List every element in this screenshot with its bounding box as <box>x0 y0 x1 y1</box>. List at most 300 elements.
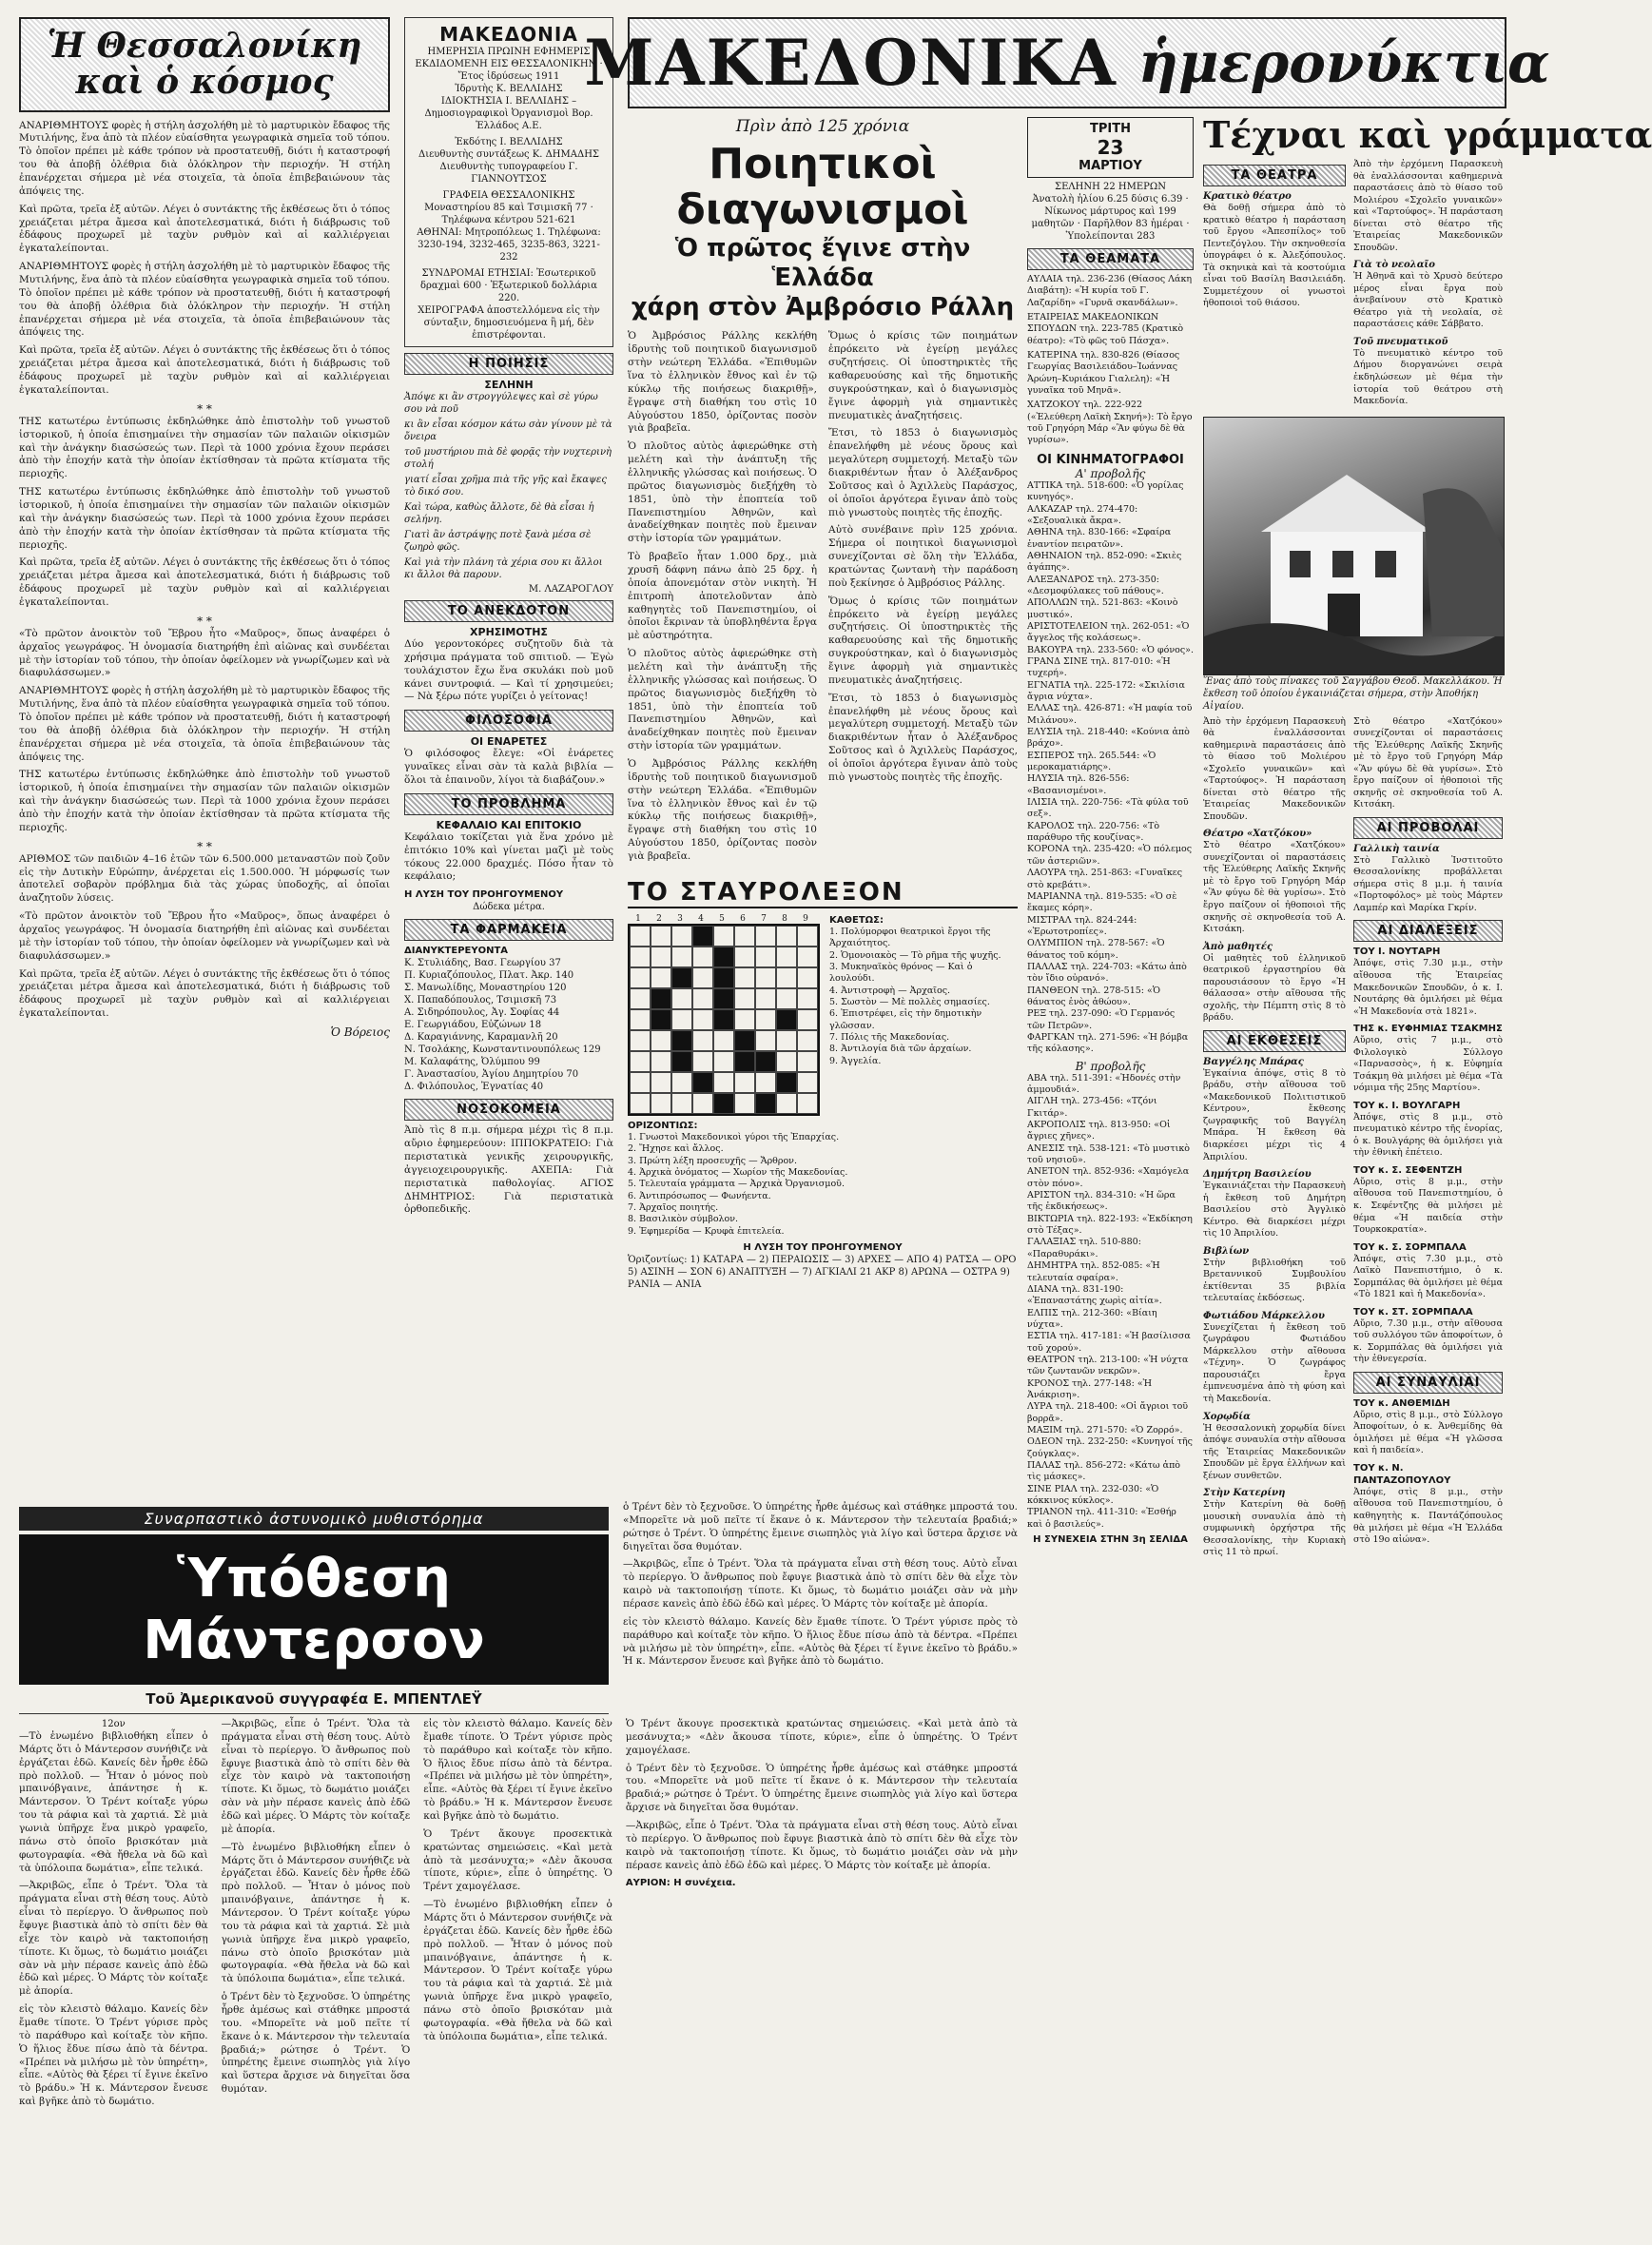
crossword-down-clue: 9. Ἀγγελία. <box>829 1055 882 1066</box>
crossword-cell[interactable] <box>776 926 797 947</box>
cinema-b-item: ΓΑΛΑΞΙΑΣ τηλ. 510-880: «Παραθυράκι». <box>1027 1237 1141 1259</box>
crossword-cell[interactable] <box>755 967 776 988</box>
serial-col-1b: —Ἀκριβῶς, εἶπε ὁ Τρέντ. Ὅλα τὰ πράγματα εἶναι στὴ θέση τους. Αὐτὸ εἶναι τὸ περίεργο. Ὁ ἄνθρωπος ποὺ ἔφυγε βιαστικὰ ἀπὸ τὸ σπίτι δὲν θὰ εἶχε τὸν καιρὸ νὰ τακτοποιήσῃ τίποτε. Κι ὅμως, τὸ δωμάτιο μοιάζει σὰν νὰ μὴν πέρασε κανεὶς ἀπὸ ἐδῶ ἐδῶ καὶ μέρες. Ὁ Μάρτς τὸν κοίταξε μὲ ἀπορία. <box>19 1880 208 1998</box>
lecture-list <box>1353 946 1503 1365</box>
thessaloniki-title-1: Ἡ Θεσσαλονίκη <box>47 26 362 66</box>
crossword-black-cell <box>713 988 734 1009</box>
painting-caption: Ἕνας ἀπὸ τοὺς πίνακες τοῦ Σαγγάβου Θεοδ. Μακελλάκου. Ἡ ἔκθεση τοῦ ὁποίου ἐγκαινιάζεται σήμερα, στὴν Ἀποθήκη Αἰγαίου. <box>1203 675 1503 712</box>
arts-sub-11: Φωτιάδου Μάρκελλου <box>1203 1310 1325 1321</box>
crossword-cell[interactable] <box>755 1009 776 1030</box>
makedonika-title-1: ΜΑΚΕΔΟΝΙΚΑ <box>584 26 1118 100</box>
crossword-cell[interactable] <box>651 1093 671 1114</box>
crossword-cell[interactable] <box>692 1009 713 1030</box>
crossword-cell[interactable] <box>713 1030 734 1051</box>
crossword-cell[interactable] <box>797 1030 818 1051</box>
cinema-item: ΑΡΙΣΤΟΤΕΛΕΙΟΝ τηλ. 262-051: «Ὁ ἄγγελος τῆς κολάσεως». <box>1027 620 1190 644</box>
crossword-black-cell <box>713 1009 734 1030</box>
painting-photo <box>1203 417 1505 675</box>
cinema-b-item: ΔΗΜΗΤΡΑ τηλ. 852-085: «Ἡ τελευταία σφαίρα». <box>1027 1260 1160 1283</box>
crossword-cell[interactable] <box>734 926 755 947</box>
crossword-cell[interactable] <box>734 988 755 1009</box>
crossword-down-list <box>829 927 1018 1067</box>
problem-text: Κεφάλαιο τοκίζεται γιὰ ἕνα χρόνο μὲ ἐπιτόκιο 10% καὶ γίνεται μαζὶ μὲ τοὺς τόκους 22.000 δραχμές. Πόσο ἦταν τὸ κεφάλαιο; <box>404 830 613 883</box>
cinema-item: ΑΛΕΞΑΝΔΡΟΣ τηλ. 273-350: «Δεσμοφύλακες τοῦ πάθους». <box>1027 574 1164 596</box>
crossword-cell[interactable] <box>755 926 776 947</box>
crossword-black-cell <box>692 926 713 947</box>
theater-list <box>1027 274 1194 447</box>
crossword-column-number: 7 <box>761 913 767 924</box>
article-body-1: Ὁ Ἀμβρόσιος Ράλλης κεκλήθη ἱδρυτὴς τοῦ ποιητικοῦ διαγωνισμοῦ στὴν νεώτερη Ἑλλάδα. «Ἐπιθυμῶν ἵνα τὸ ἑλληνικὸν ἔθνος καὶ ἐν τῷ κύκλῳ τῆς ποιήσεως διακριθῇ», ἔγραψε στὴ διαθήκη του στὶς 10 Αὐγούστου 1850, ὁρίζοντας ποσὸν γιὰ βραβεῖα. <box>628 330 817 435</box>
crossword-cell[interactable] <box>734 1009 755 1030</box>
cinema-b-item: ΛΥΡΑ τηλ. 218-400: «Οἱ ἄγριοι τοῦ βορρᾶ». <box>1027 1401 1189 1424</box>
crossword-cell[interactable] <box>671 947 692 967</box>
crossword-cell[interactable] <box>713 926 734 947</box>
arts-text-12: Ἡ θεσσαλονικὴ χορῳδία δίνει ἀπόψε συναυλία στὴν αἴθουσα τῆς Ἑταιρείας Μακεδονικῶν Σπουδῶν μὲ ἔργα ἑλλήνων καὶ ξένων συνθετῶν. <box>1203 1422 1346 1481</box>
makedonika-banner <box>584 17 1550 108</box>
crossword-down-clue: 6. Ἐπιστρέφει, εἰς τὴν δημοτικὴν γλῶσσαν. <box>829 1008 982 1031</box>
crossword-cell[interactable] <box>776 1093 797 1114</box>
poetry-header: Η ΠΟΙΗΣΙΣ <box>404 353 613 375</box>
thessaloniki-filler-2: Καὶ πρῶτα, τρεῖα ἐξ αὐτῶν. Λέγει ὁ συντάκτης τῆς ἐκθέσεως ὅτι ὁ τόπος χρειάζεται μέτρα ἄμεσα καὶ ἀποτελεσματικά, διότι ἡ διάβρωσις τοῦ ἐδάφους προχωρεῖ μὲ ταχὺν ρυθμὸν καὶ αἱ καλλιέργειαι ἐγκαταλείπονται. <box>19 344 390 396</box>
crossword-down-clue: 7. Πόλις τῆς Μακεδονίας. <box>829 1031 950 1043</box>
crossword-across-clue: 6. Ἀντιπρόσωπος — Φωνήεντα. <box>628 1190 771 1201</box>
poetry-line: Γιατὶ ἂν ἀστράψῃς ποτὲ ξανὰ μέσα σὲ ζωηρὸ φῶς. <box>404 530 592 553</box>
cinema-b-item: ΟΔΕΟΝ τηλ. 232-250: «Κυνηγοί τῆς ζούγκλας». <box>1027 1436 1193 1459</box>
lecture-text: Αὔριο, στὶς 7 μ.μ., στὸ Φιλολογικὸ Σύλλογο «Παρνασσὸς», ἡ κ. Εὐφημία Τσάκμη θὰ μιλήσει μὲ θέμα «Τὰ νόμιμα τῆς 25ης Μαρτίου». <box>1353 1035 1503 1094</box>
article-body-2b: Ὁ πλοῦτος αὐτὸς ἀφιερώθηκε στὴ μελέτη καὶ τὴν ἀνάπτυξη τῆς ἑλληνικῆς γλώσσας καὶ ποιήσεως. Ὁ πρῶτος διαγωνισμὸς διεξήχθη τὸ 1851, ὑπὸ τὴν ἐποπτεία τοῦ Πανεπιστημίου Ἀθηνῶν, καὶ ἀναδείχθηκαν ποιητὲς ποὺ ἔμειναν στὴν ἱστορία τῶν γραμμάτων. <box>628 648 817 752</box>
lecture-name: ΤΟΥ κ. Σ. ΣΕΦΕΝΤΖΗ <box>1353 1164 1463 1176</box>
theater-item: ΕΤΑΙΡΕΙΑΣ ΜΑΚΕΔΟΝΙΚΩΝ ΣΠΟΥΔΩΝ τηλ. 223-785 (Κρατικὸ θέατρο): «Τὸ φῶς τοῦ Πάσχα». <box>1027 312 1184 346</box>
arts-sub-8: Βαγγέλης Μπάρας <box>1203 1056 1304 1067</box>
cinema-item: ΑΤΤΙΚΑ τηλ. 518-600: «Ὁ γορίλας κυνηγός». <box>1027 479 1184 503</box>
pharmacy-item: Ν. Τσολάκης, Κωνσταντινουπόλεως 129 <box>404 1044 601 1056</box>
crossword-cell[interactable] <box>797 1072 818 1093</box>
pharmacy-item: Δ. Φιλόπουλος, Ἐγνατίας 40 <box>404 1082 544 1093</box>
thessaloniki-signature: Ὁ Βόρειος <box>330 1025 390 1040</box>
crossword-black-cell <box>713 1093 734 1114</box>
thessaloniki-filler-3: ΤΗΣ κατωτέρω ἐντύπωσις ἐκδηλώθηκε ἀπὸ ἐπιστολὴν τοῦ γνωστοῦ ἱστορικοῦ, ἡ ὁποία ἐπισημαίνει τὴν σημασίαν τῶν παλαιῶν οἰκισμῶν καὶ τὴν ἀνάγκην διασώσεώς των. Περὶ τὰ 1000 χρόνια ἔχουν περάσει ἀπὸ τὴν ἐποχήν κατὰ τὴν ὁποίαν ἐκτίσθησαν τὰ πρῶτα κτίσματα τῆς περιοχῆς. <box>19 486 390 551</box>
crossword-cell[interactable] <box>630 1093 651 1114</box>
masthead-subscription: ΣΥΝΔΡΟΜΑΙ ΕΤΗΣΙΑΙ: Ἐσωτερικοῦ δραχμαὶ 600 · Ἐξωτερικοῦ δολλάρια 220. <box>420 268 597 303</box>
crossword-cell[interactable] <box>797 1051 818 1072</box>
crossword-cell[interactable] <box>797 988 818 1009</box>
arts-text-6: Οἱ μαθητὲς τοῦ ἑλληνικοῦ θεατρικοῦ ἐργαστηρίου θὰ παρουσιάσουν τὸ ἔργο «Ἡ θάλασσα» στὴν αἴθουσα τῆς σχολῆς, τὴν Πέμπτη στὶς 8 τὸ βράδυ. <box>1203 952 1346 1024</box>
crossword-black-cell <box>776 1009 797 1030</box>
crossword-black-cell <box>713 967 734 988</box>
lecture-name: ΤΟΥ Ι. ΝΟΥΤΑΡΗ <box>1353 947 1441 958</box>
column-thessaloniki: Ἡ Θεσσαλονίκη καὶ ὁ κόσμος ΑΝΑΡΙΘΜΗΤΟΥΣ φορὲς ἡ στήλη ἀσχολήθη μὲ τὸ μαρτυρικὸν ἔδαφος τῆς Μυτιλήνης, ἕνα ἀπὸ τὰ πλέον εὐαίσθητα γεωγραφικὰ σημεῖα τοῦ τόπου. Τὸ ὁποῖον πρέπει μὲ κάθε τρόπον νὰ προστατευθῇ, διότι ἡ καταστροφή του θὰ ἀποβῇ ὀλέθρια διὰ ὁλόκληρον τὴν περιοχήν. Ἡ στήλη ἐπανέρχεται σήμερα μὲ νέα στοιχεῖα, τὰ ὁποῖα ἐπιβεβαιώνουν τὰς ἀπόψεις της. Καὶ πρῶτα, τρεῖα ἐξ αὐτῶν. Λέγει ὁ συντάκτης τῆς ἐκθέσεως ὅτι ὁ τόπος χρειάζεται μέτρα ἄμεσα καὶ ἀποτελεσματικά, διότι ἡ διάβρωσις τοῦ ἐδάφους προχωρεῖ μὲ ταχὺν ρυθμὸν καὶ αἱ καλλιέργειαι ἐγκαταλείπονται. ΑΝΑΡΙΘΜΗΤΟΥΣ φορὲς ἡ στήλη ἀσχολήθη μὲ τὸ μαρτυρικὸν ἔδαφος τῆς Μυτιλήνης, ἕνα ἀπὸ τὰ πλέον εὐαίσθητα γεωγραφικὰ σημεῖα τοῦ τόπου. Τὸ ὁποῖον πρέπει μὲ κάθε τρόπον νὰ προστατευθῇ, διότι ἡ καταστροφή του θὰ ἀποβῇ ὀλέθρια διὰ ὁλόκληρον τὴν περιοχήν. Ἡ στήλη ἐπανέρχεται σήμερα μὲ νέα στοιχεῖα, τὰ ὁποῖα ἐπιβεβαιώνουν τὰς ἀπόψεις της. Καὶ πρῶτα, τρεῖα ἐξ αὐτῶν. Λέγει ὁ συντάκτης τῆς ἐκθέσεως ὅτι ὁ τόπος χρειάζεται μέτρα ἄμεσα καὶ ἀποτελεσματικά, διότι ἡ διάβρωσις τοῦ ἐδάφους προχωρεῖ μὲ ταχὺν ρυθμὸν καὶ αἱ καλλιέργειαι ἐγκαταλείπονται. * * ΤΗΣ κατωτέρω ἐντύπωσις ἐκδηλώθηκε ἀπὸ ἐπιστολὴν τοῦ γνωστοῦ ἱστορικοῦ, ἡ ὁποία ἐπισημαίνει τὴν σημασίαν τῶν παλαιῶν οἰκισμῶν καὶ τὴν ἀνάγκην διασώσεώς των. Περὶ τὰ 1000 χρόνια ἔχουν περάσει ἀπὸ τὴν ἐποχήν κατὰ τὴν ὁποίαν ἐκτίσθησαν τὰ πρῶτα κτίσματα τῆς περιοχῆς. ΤΗΣ κατωτέρω ἐντύπωσις ἐκδηλώθηκε ἀπὸ ἐπιστολὴν τοῦ γνωστοῦ ἱστορικοῦ, ἡ ὁποία ἐπισημαίνει τὴν σημασίαν τῶν παλαιῶν οἰκισμῶν καὶ τὴν ἀνάγκην διασώσεώς των. Περὶ τὰ 1000 χρόνια ἔχουν περάσει ἀπὸ τὴν ἐποχήν κατὰ τὴν ὁποίαν ἐκτίσθησαν τὰ πρῶτα κτίσματα τῆς περιοχῆς. Καὶ πρῶτα, τρεῖα ἐξ αὐτῶν. Λέγει ὁ συντάκτης τῆς ἐκθέσεως ὅτι ὁ τόπος χρειάζεται μέτρα ἄμεσα καὶ ἀποτελεσματικά, διότι ἡ διάβρωσις τοῦ ἐδάφους προχωρεῖ μὲ ταχὺν ρυθμὸν καὶ αἱ καλλιέργειαι ἐγκαταλείπονται. * * «Τὸ πρῶτον ἀνοικτὸν τοῦ Ἔβρου ἦτο «Μαῦρος», ὅπως ἀναφέρει ὁ ἀρχαῖος γεωγράφος. Ἡ ὀνομασία διατηρήθη ἐπὶ αἰῶνας καὶ συνδέεται μὲ τὴν ἱστορίαν τοῦ τόπου, τὴν ὁποίαν ὀφείλομεν νὰ γνωρίζωμεν καὶ νὰ διαφυλάσσωμεν.» ΑΝΑΡΙΘΜΗΤΟΥΣ φορὲς ἡ στήλη ἀσχολήθη μὲ τὸ μαρτυρικὸν ἔδαφος τῆς Μυτιλήνης, ἕνα ἀπὸ τὰ πλέον εὐαίσθητα γεωγραφικὰ σημεῖα τοῦ τόπου. Τὸ ὁποῖον πρέπει μὲ κάθε τρόπον νὰ προστατευθῇ, διότι ἡ καταστροφή του θὰ ἀποβῇ ὀλέθρια διὰ ὁλόκληρον τὴν περιοχήν. Ἡ στήλη ἐπανέρχεται σήμερα μὲ νέα στοιχεῖα, τὰ ὁποῖα ἐπιβεβαιώνουν τὰς ἀπόψεις της. ΤΗΣ κατωτέρω ἐντύπωσις ἐκδηλώθηκε ἀπὸ ἐπιστολὴν τοῦ γνωστοῦ ἱστορικοῦ, ἡ ὁποία ἐπισημαίνει τὴν σημασίαν τῶν παλαιῶν οἰκισμῶν καὶ τὴν ἀνάγκην διασώσεώς των. Περὶ τὰ 1000 χρόνια ἔχουν περάσει ἀπὸ τὴν ἐποχήν κατὰ τὴν ὁποίαν ἐκτίσθησαν τὰ πρῶτα κτίσματα τῆς περιοχῆς. * * ΑΡΙΘΜΟΣ τῶν παιδιῶν 4–16 ἐτῶν τῶν 6.500.000 μεταναστῶν ποὺ ζοῦν εἰς τὴν Δυτικὴν Εὐρώπην, ἀνέρχεται εἰς 1.500.000. Ἡ μόρφωσίς των ἀποτελεῖ σοβαρὸν πρόβλημα διὰ τὰς χώρας ὑποδοχῆς, αἱ ὁποῖαι ἀναζητοῦν λύσεις. «Τὸ πρῶτον ἀνοικτὸν τοῦ Ἔβρου ἦτο «Μαῦρος», ὅπως ἀναφέρει ὁ ἀρχαῖος γεωγράφος. Ἡ ὀνομασία διατηρήθη ἐπὶ αἰῶνας καὶ συνδέεται μὲ τὴν ἱστορίαν τοῦ τόπου, τὴν ὁποίαν ὀφείλομεν νὰ γνωρίζωμεν καὶ νὰ διαφυλάσσωμεν.» Καὶ πρῶτα, τρεῖα ἐξ αὐτῶν. Λέγει ὁ συντάκτης τῆς ἐκθέσεως ὅτι ὁ τόπος χρειάζεται μέτρα ἄμεσα καὶ ἀποτελεσματικά, διότι ἡ διάβρωσις τοῦ ἐδάφους προχωρεῖ μὲ ταχὺν ρυθμὸν καὶ αἱ καλλιέργειαι ἐγκαταλείπονται. Ὁ Βόρειος <box>19 17 390 1039</box>
pharmacies-intro: ΔΙΑΝΥΚΤΕΡΕΥΟΝΤΑ <box>404 946 509 957</box>
cinema-b-item: ΣΙΝΕ ΡΙΑΛ τηλ. 232-030: «Ὁ κόκκινος κύκλος». <box>1027 1483 1159 1507</box>
masthead-director: Διευθυντὴς συντάξεως Κ. ΔΗΜΑΔΗΣ <box>418 149 600 160</box>
cinema-item: ΠΑΝΘΕΟΝ τηλ. 278-515: «Ὁ θάνατος ἑνὸς ἀθώου». <box>1027 985 1160 1007</box>
cinema-b-item: ΠΑΛΑΣ τηλ. 856-272: «Κάτω ἀπὸ τὶς μάσκες». <box>1027 1460 1181 1483</box>
makedonika-title-2: ἡμερονύκτια <box>1137 30 1550 95</box>
crossword-cell[interactable] <box>651 1030 671 1051</box>
crossword-down-clue: 2. Ὁμονοιακὸς — Τὸ ρῆμα τῆς ψυχῆς. <box>829 949 1001 961</box>
pharmacy-item: Κ. Στυλιάδης, Βασ. Γεωργίου 37 <box>404 958 561 969</box>
cinema-b-item: ΑΚΡΟΠΟΛΙΣ τηλ. 813-950: «Οἱ ἄγριες χῆνες». <box>1027 1120 1171 1142</box>
crossword-column-number: 2 <box>656 913 662 924</box>
arts-text-7: Στὸ Γαλλικὸ Ἰνστιτοῦτο Θεσσαλονίκης προβάλλεται σήμερα στὶς 8 μ.μ. ἡ ταινία «Πορτοφόλος» μὲ τοὺς Μάρτεν Λαμπέρ καὶ Μαρίκα Γκρίν. <box>1353 854 1503 913</box>
thessaloniki-para-4: «Τὸ πρῶτον ἀνοικτὸν τοῦ Ἔβρου ἦτο «Μαῦρος», ὅπως ἀναφέρει ὁ ἀρχαῖος γεωγράφος. Ἡ ὀνομασία διατηρήθη ἐπὶ αἰῶνας καὶ συνδέεται μὲ τὴν ἱστορίαν τοῦ τόπου, τὴν ὁποίαν ὀφείλομεν νὰ γνωρίζωμεν καὶ νὰ διαφυλάσσωμεν.» <box>19 627 390 679</box>
cinema-b-item: ΔΙΑΝΑ τηλ. 831-190: «Ἐπαναστάτης χωρὶς αἰτία». <box>1027 1283 1162 1307</box>
thessaloniki-filler-8: Καὶ πρῶτα, τρεῖα ἐξ αὐτῶν. Λέγει ὁ συντάκτης τῆς ἐκθέσεως ὅτι ὁ τόπος χρειάζεται μέτρα ἄμεσα καὶ ἀποτελεσματικά, διότι ἡ διάβρωσις τοῦ ἐδάφους προχωρεῖ μὲ ταχὺν ρυθμὸν καὶ αἱ καλλιέργειαι ἐγκαταλείπονται. <box>19 967 390 1020</box>
theater-item: ΚΑΤΕΡΙΝΑ τηλ. 830-826 (Θίασος Γεωργίας Βασιλειάδου–Ἰωάννας Ἀρώνη–Κυριάκου Γιαλελη): «Ἡ γυναῖκα τοῦ Μηνᾶ». <box>1027 350 1180 397</box>
poetry-line: Καὶ γιὰ τὴν πλάνη τὰ χέρια σου κι ἄλλοι κι ἄλλοι θὰ παρουν. <box>404 557 603 580</box>
crossword-black-cell <box>755 1093 776 1114</box>
crossword-cell[interactable] <box>776 967 797 988</box>
crossword-cell[interactable] <box>776 1051 797 1072</box>
cinema-item: ΟΛΥΜΠΙΟΝ τηλ. 278-567: «Ὁ θάνατος τοῦ κόμη». <box>1027 938 1165 961</box>
pharmacy-item: Α. Σιδηρόπουλος, Ἀγ. Σοφίας 44 <box>404 1007 560 1019</box>
poetry-line: κι ἂν εἶσαι κόσμον κάτω σὰν γίνουν μὲ τὰ ὄνειρα <box>404 420 612 442</box>
article-body-1b: Ὁ Ἀμβρόσιος Ράλλης κεκλήθη ἱδρυτὴς τοῦ ποιητικοῦ διαγωνισμοῦ στὴν νεώτερη Ἑλλάδα. «Ἐπιθυμῶν ἵνα τὸ ἑλληνικὸν ἔθνος καὶ ἐν τῷ κύκλῳ τῆς ποιήσεως διακριθῇ», ἔγραψε στὴ διαθήκη του στὶς 10 Αὐγούστου 1850, ὁρίζοντας ποσὸν γιὰ βραβεῖα. <box>628 757 817 862</box>
cinema-b-item: ΑΒΑ τηλ. 511-391: «Ἠδονές στὴν ἀμμουδιά». <box>1027 1072 1181 1095</box>
crossword-black-cell <box>671 1051 692 1072</box>
serial-col-5: Ὁ Τρέντ ἄκουγε προσεκτικὰ κρατώντας σημειώσεις. «Καὶ μετὰ ἀπὸ τὰ μεσάνυχτα;» «Δὲν ἄκουσα τίποτε, κύριε», εἶπε ὁ ὑπηρέτης. Ὁ Τρέντ χαμογέλασε. <box>625 1718 1019 1756</box>
poetry-title: ΣΕΛΗΝΗ <box>484 379 534 391</box>
serial-col-4c: εἰς τὸν κλειστὸ θάλαμο. Κανείς δὲν ἔμαθε τίποτε. Ὁ Τρέντ γύρισε πρὸς τὸ παράθυρο καὶ κοίταξε τὸν κῆπο. Ὁ ἥλιος ἔδυε πίσω ἀπὸ τὰ δέντρα. «Πρέπει νὰ μιλήσω μὲ τὸν ὑπηρέτη», εἶπε. «Αὐτὸς θὰ ξέρει τί ἔγινε ἐκεῖνο τὸ βράδυ.» Ἡ κ. Μάντερσον ἔνευσε καὶ βγῆκε ἀπὸ τὸ δωμάτιο. <box>623 1615 1018 1668</box>
crossword-down-clue: 5. Σωστὸν — Μὲ πολλὲς σημασίες. <box>829 996 990 1007</box>
crossword-black-cell <box>713 947 734 967</box>
serial-col-3b: Ὁ Τρέντ ἄκουγε προσεκτικὰ κρατώντας σημειώσεις. «Καὶ μετὰ ἀπὸ τὰ μεσάνυχτα;» «Δὲν ἄκουσα τίποτε, κύριε», εἶπε ὁ ὑπηρέτης. Ὁ Τρέντ χαμογέλασε. <box>423 1827 612 1893</box>
article-body-6: Αὐτὸ συνέβαινε πρὶν 125 χρόνια. Σήμερα οἱ ποιητικοὶ διαγωνισμοὶ συνεχίζονται σὲ ὅλη τὴν Ἑλλάδα, κρατώντας ζωντανὴ τὴν παράδοση ποὺ ξεκίνησε ὁ Ἀμβρόσιος Ράλλης. <box>828 524 1018 589</box>
spectacles-header: ΤΑ ΘΕΑΜΑΤΑ <box>1027 248 1194 270</box>
crossword-cell[interactable] <box>692 1093 713 1114</box>
crossword-cell[interactable] <box>755 947 776 967</box>
arts-text-8: Ἐγκαίνια ἀπόψε, στὶς 8 τὸ βράδυ, στὴν αἴθουσα τοῦ «Μακεδονικοῦ Πολιτιστικοῦ Κέντρου», ἔκθεσης ζωγραφικῆς τοῦ Βαγγέλη Μπάρα. Ἡ ἔκθεση θὰ διαρκέσει μέχρι τὶς 4 Ἀπριλίου. <box>1203 1067 1346 1162</box>
serial-kicker: Συναρπαστικὸ ἀστυνομικὸ μυθιστόρημα <box>19 1507 609 1531</box>
crossword-cell[interactable] <box>797 967 818 988</box>
crossword-across-list <box>628 1132 1018 1238</box>
crossword-cell[interactable] <box>734 1072 755 1093</box>
last-lecture-text: Αὔριο, στὶς 8 μ.μ., στὸ Σύλλογο Ἀποφοίτων, ὁ κ. Ἀνθεμίδης θὰ ὁμιλήσει μὲ θέμα «Ἡ γλῶσσα καὶ ἡ παιδεία». <box>1353 1409 1503 1456</box>
crossword-cell[interactable] <box>797 926 818 947</box>
crossword-cell[interactable] <box>776 947 797 967</box>
crossword-black-cell <box>671 967 692 988</box>
crossword-cell[interactable] <box>692 988 713 1009</box>
date-details: Ἀνατολὴ ἡλίου 6.25 δύσις 6.39 · Νίκωνος μάρτυρος καὶ 199 μαθητῶν · Παρῆλθον 83 ἡμέραι · Ὑπολείπονται 283 <box>1031 194 1190 242</box>
crossword-cell[interactable] <box>651 1051 671 1072</box>
crossword-across-clue: 9. Ἐφημερίδα — Κρυφὰ ἐπιτελεία. <box>628 1225 785 1237</box>
arts-text-4: Ἀπὸ τὴν ἐρχόμενη Παρασκευὴ θὰ ἐναλλάσσονται καθημερινὰ παραστάσεις ἀπὸ τὸ θίασο τοῦ Μολιέρου «Σχολεῖο γυναικῶν» καὶ «Ταρτούφος». Ἡ παράσταση δίνεται στὸ θέατρο τῆς Ἑταιρείας Μακεδονικῶν Σπουδῶν. <box>1203 715 1346 822</box>
hospitals-text: Ἀπὸ τὶς 8 π.μ. σήμερα μέχρι τὶς 8 π.μ. αὔριο ἐφημερεύουν: ΙΠΠΟΚΡΑΤΕΙΟ: Γιὰ περιστατικὰ γενικῆς χειρουργικῆς, ἀγγειοχειρουργικῆς. ΑΧΕΠΑ: Γιὰ περιστατικὰ παθολογίας. ΑΓΙΟΣ ΔΗΜΗΤΡΙΟΣ: Γιὰ περιστατικὰ ὀρθοπεδικῆς. <box>404 1124 613 1216</box>
crossword-cell[interactable] <box>755 988 776 1009</box>
crossword-cell[interactable] <box>630 1051 651 1072</box>
serial-col-4b: —Ἀκριβῶς, εἶπε ὁ Τρέντ. Ὅλα τὰ πράγματα εἶναι στὴ θέση τους. Αὐτὸ εἶναι τὸ περίεργο. Ὁ ἄνθρωπος ποὺ ἔφυγε βιαστικὰ ἀπὸ τὸ σπίτι δὲν θὰ εἶχε τὸν καιρὸ νὰ τακτοποιήσῃ τίποτε. Κι ὅμως, τὸ δωμάτιο μοιάζει σὰν νὰ μὴν πέρασε κανεὶς ἀπὸ ἐδῶ ἐδῶ καὶ μέρες. Ὁ Μάρτς τὸν κοίταξε μὲ ἀπορία. <box>623 1558 1018 1611</box>
crossword-cell[interactable] <box>797 947 818 967</box>
thessaloniki-title-2: καὶ ὁ κόσμος <box>75 61 334 102</box>
arts-sub-7: Γαλλικὴ ταινία <box>1353 843 1440 854</box>
column-arts <box>1203 113 1652 1564</box>
serial-title: Ὑπόθεση Μάντερσον <box>143 1548 485 1671</box>
arts-exhibitions-header: ΑΙ ΕΚΘΕΣΕΙΣ <box>1203 1030 1346 1052</box>
cinemas-sub: Α' προβολῆς <box>1075 466 1146 480</box>
theater-item: ΑΥΛΑΙΑ τηλ. 236-236 (Θίασος Λάκη Διαβάτη): «Ἡ κυρία τοῦ Γ. Λαζαρίδη» «Γυρνᾶ σκανδάλων». <box>1027 274 1193 308</box>
cinema-item: ΗΛΥΣΙΑ τηλ. 826-556: «Βασανισμένοι». <box>1027 773 1130 796</box>
cinema-item: ΑΛΚΑΖΑΡ τηλ. 274-470: «Σεξουαλικὰ ἄκρα». <box>1027 503 1138 526</box>
serial-right-top <box>623 1501 1018 1673</box>
crossword-column-number: 4 <box>698 913 704 924</box>
final-lecture-name: ΤΟΥ κ. Ν. ΠΑΝΤΑΖΟΠΟΥΛΟΥ <box>1353 1462 1451 1486</box>
crossword-down-clue: 1. Πολύμορφοι θεατρικοὶ ἔργοι τῆς Ἀρχαιότητος. <box>829 926 991 949</box>
date-number: 23 <box>1097 136 1124 159</box>
column-spectacles <box>1027 117 1194 1545</box>
article-kicker: Πρὶν ἀπὸ 125 χρόνια <box>735 117 910 136</box>
crossword-cell[interactable] <box>671 988 692 1009</box>
crossword-header: ΤΟ ΣΤΑΥΡΟΛΕΞΟΝ <box>628 878 1018 908</box>
masthead-founded: ΗΜΕΡΗΣΙΑ ΠΡΩΙΝΗ ΕΦΗΜΕΡΙΣ ΕΚΔΙΔΟΜΕΝΗ ΕΙΣ ΘΕΣΣΑΛΟΝΙΚΗΝ · Ἔτος ἱδρύσεως 1911 <box>415 47 603 82</box>
pharmacy-item: Δ. Καραγιάννης, Καραμανλῆ 20 <box>404 1032 558 1044</box>
crossword-black-cell <box>651 1009 671 1030</box>
arts-sub-12: Χορῳδία <box>1203 1411 1251 1422</box>
crossword-across-clue: 5. Τελευταία γράμματα — Ἀρχικὰ Ὀργανισμοῦ. <box>628 1179 845 1190</box>
crossword-column-number: 9 <box>803 913 808 924</box>
cinema-b-item: ΒΙΚΤΩΡΙΑ τηλ. 822-193: «Ἐκδίκηση στὸ Τέξας». <box>1027 1213 1193 1237</box>
article-body-4b: Ὅμως ὁ κρίσις τῶν ποιημάτων ἐπρόκειτο νὰ ἐγείρῃ μεγάλες συζητήσεις. Οἱ ὑποστηρικτὲς τῆς καθαρευούσης καὶ τῆς δημοτικῆς συγκρούστηκαν, καὶ ὁ διαγωνισμὸς ἔγινε ἀφορμὴ γιὰ σημαντικὲς πνευματικὲς ἀναζητήσεις. <box>828 595 1018 686</box>
pharmacy-item: Σ. Μανωλίδης, Μοναστηρίου 120 <box>404 983 567 994</box>
cinema-b-item: ΑΝΕΣΙΣ τηλ. 538-121: «Τὸ μυστικὸ τοῦ νησιοῦ». <box>1027 1142 1190 1166</box>
serial-section <box>19 1501 1018 2114</box>
crossword-cell[interactable] <box>671 1009 692 1030</box>
column-info <box>404 17 613 1221</box>
crossword-cell[interactable] <box>651 1072 671 1093</box>
cinema-list <box>1027 480 1194 1056</box>
cinema-item: ΑΘΗΝΑΙΟΝ τηλ. 852-090: «Σκιὲς ἀγάπης». <box>1027 550 1182 574</box>
cinema-b-list <box>1027 1073 1194 1531</box>
masthead-offices: ΓΡΑΦΕΙΑ ΘΕΣΣΑΛΟΝΙΚΗΣ Μοναστηρίου 85 καὶ Τσιμισκῆ 77 · Τηλέφωνα κέντρου 521-621 <box>424 190 593 225</box>
crossword-black-cell <box>755 1051 776 1072</box>
arts-text-11: Συνεχίζεται ἡ ἔκθεση τοῦ ζωγράφου Φωτιάδου Μάρκελλου στὴν αἴθουσα «Τέχνη». Ὁ ζωγράφος παρουσιάζει ἔργα ἐμπνευσμένα ἀπὸ τὴ φύση καὶ τὴ Μακεδονία. <box>1203 1321 1346 1404</box>
masthead-athens: ΑΘΗΝΑΙ: Μητροπόλεως 1. Τηλέφωνα: 3230-194, 3232-465, 3235-863, 3221-232 <box>417 227 601 263</box>
crossword-cell[interactable] <box>651 947 671 967</box>
masthead-logo: ΜΑΚΕΔΟΝΙΑ <box>439 23 578 46</box>
hospitals-header: ΝΟΣΟΚΟΜΕΙΑ <box>404 1099 613 1121</box>
crossword-black-cell <box>651 988 671 1009</box>
crossword-cell[interactable] <box>692 1051 713 1072</box>
lecture-text: Ἀπόψε, στὶς 8 μ.μ., στὸ πνευματικὸ κέντρο τῆς ἐνορίας, ὁ κ. Βουλγάρης θὰ ὁμιλήσει γιὰ τὴν ἐθνικὴ ἐπέτειο. <box>1353 1111 1503 1159</box>
arts-text-5: Στὸ θέατρο «Χατζόκου» συνεχίζονται οἱ παραστάσεις τῆς Ἐλεύθερης Λαϊκῆς Σκηνῆς μὲ τὸ ἔργο τοῦ Γρηγόρη Μάρ «Ἂν φύγω δὲ θὰ γυρίσω». Στὸ ἔργο παίζουν οἱ ἠθοποιοὶ τῆς σκηνῆς σὲ σκηνοθεσία τοῦ Α. Κιτσάκη. <box>1203 840 1346 935</box>
arts-theaters-header: ΤΑ ΘΕΑΤΡΑ <box>1203 165 1346 186</box>
philosophy-title: ΟΙ ΕΝΑΡΕΤΕΣ <box>470 735 548 749</box>
crossword-column-number: 1 <box>635 913 641 924</box>
crossword-down-clue: 8. Ἀντιλογία διὰ τῶν ἀρχαίων. <box>829 1044 972 1055</box>
crossword-grid[interactable] <box>628 924 820 1116</box>
cinemas-b-header: Β' προβολῆς <box>1075 1059 1146 1073</box>
serial-col-2c: ὁ Τρέντ δὲν τὸ ξεχνοῦσε. Ὁ ὑπηρέτης ἦρθε ἀμέσως καὶ στάθηκε μπροστά του. «Μπορεῖτε νὰ μοῦ πεῖτε τί ἔκανε ὁ κ. Μάντερσον τὴν τελευταία βραδιά;» ρώτησε ὁ Τρέντ. Ὁ ὑπηρέτης ἔμεινε σιωπηλὸς γιὰ λίγο καὶ ὕστερα ἄρχισε νὰ διηγεῖται ὅσα θυμόταν. <box>221 1991 411 2096</box>
thessaloniki-filler-7: «Τὸ πρῶτον ἀνοικτὸν τοῦ Ἔβρου ἦτο «Μαῦρος», ὅπως ἀναφέρει ὁ ἀρχαῖος γεωγράφος. Ἡ ὀνομασία διατηρήθη ἐπὶ αἰῶνας καὶ συνδέεται μὲ τὴν ἱστορίαν τοῦ τόπου, τὴν ὁποίαν ὀφείλομεν νὰ γνωρίζωμεν καὶ νὰ διαφυλάσσωμεν.» <box>19 910 390 962</box>
poetry-line: Ἀπόψε κι ἂν στρογγύλεψες καὶ σὲ γύρω σου νὰ ποῦ <box>404 392 598 415</box>
article-subhead-2: χάρη στὸν Ἀμβρόσιο Ράλλη <box>631 293 1015 322</box>
philosophy-header: ΦΙΛΟΣΟΦΙΑ <box>404 710 613 732</box>
article-subhead-1: Ὁ πρῶτος ἔγινε στὴν Ἑλλάδα <box>674 233 971 292</box>
crossword-cell[interactable] <box>713 1051 734 1072</box>
poetry-author: Μ. ΛΑΖΑΡΟΓΛΟΥ <box>528 584 613 595</box>
lecture-name: ΤΟΥ κ. Σ. ΣΟΡΜΠΑΛΑ <box>1353 1241 1467 1253</box>
crossword-across-label: ΟΡΙΖΟΝΤΙΩΣ: <box>628 1120 698 1131</box>
crossword-cell[interactable] <box>630 1072 651 1093</box>
cinema-b-item: ΜΑΞΙΜ τηλ. 271-570: «Ὁ Ζορρό». <box>1027 1424 1183 1435</box>
crossword-cell[interactable] <box>630 947 651 967</box>
serial-col-4: ὁ Τρέντ δὲν τὸ ξεχνοῦσε. Ὁ ὑπηρέτης ἦρθε ἀμέσως καὶ στάθηκε μπροστά του. «Μπορεῖτε νὰ μοῦ πεῖτε τί ἔκανε ὁ κ. Μάντερσον τὴν τελευταία βραδιά;» ρώτησε ὁ Τρέντ. Ὁ ὑπηρέτης ἔμεινε σιωπηλὸς γιὰ λίγο καὶ ὕστερα ἄρχισε νὰ διηγεῖται ὅσα θυμόταν. <box>623 1501 1018 1552</box>
crossword-section <box>628 878 1018 1291</box>
spectacles-continued: Η ΣΥΝΕΧΕΙΑ ΣΤΗΝ 3η ΣΕΛΙΔΑ <box>1033 1534 1188 1546</box>
crossword-across-clue: 1. Γνωστοὶ Μακεδονικοὶ γύροι τῆς Ἐπαρχίας. <box>628 1131 840 1142</box>
crossword-cell[interactable] <box>692 1030 713 1051</box>
arts-text-1b: Ἀπὸ τὴν ἐρχόμενη Παρασκευὴ θὰ ἐναλλάσσονται καθημερινὰ παραστάσεις ἀπὸ τὸ θίασο τοῦ Μολιέρου «Σχολεῖο γυναικῶν» καὶ «Ταρτούφος». Ἡ παράσταση δίνεται στὸ θέατρο τῆς Ἑταιρείας Μακεδονικῶν Σπουδῶν. <box>1353 159 1503 253</box>
cinema-item: ΠΑΛΛΑΣ τηλ. 224-703: «Κάτω ἀπὸ τὸν ἴδιο οὐρανό». <box>1027 961 1187 985</box>
arts-gatherings-header: ΑΙ ΣΥΝΑΥΛΙΑΙ <box>1353 1372 1503 1394</box>
arts-premieres-header: ΑΙ ΠΡΟΒΟΛΑΙ <box>1353 817 1503 839</box>
masthead-notice: ΧΕΙΡΟΓΡΑΦΑ ἀποστελλόμενα εἰς τὴν σύνταξιν, δημοσιευόμενα ἢ μή, δὲν ἐπιστρέφονται. <box>418 305 600 341</box>
newspaper-page <box>19 17 1652 2205</box>
date-day: ΤΡΙΤΗ <box>1090 122 1131 136</box>
crossword-cell[interactable] <box>671 1072 692 1093</box>
article-body-3: Τὸ βραβεῖο ἦταν 1.000 δρχ., μιὰ χρυσῆ δάφνη πάνω ἀπὸ 25 δρχ. ἡ ὁποία ἀπονεμόταν στὸν νικητὴ. Ἡ ἐπιτροπὴ ἀποτελοῦνταν ἀπὸ καθηγητὲς τοῦ Πανεπιστημίου, οἱ ὁποῖοι ἔκριναν τὰ ὑποβληθέντα ἔργα μὲ αὐστηρότητα. <box>628 551 817 642</box>
arts-lectures-header: ΑΙ ΔΙΑΛΕΞΕΙΣ <box>1353 920 1503 942</box>
serial-col-2b: —Τὸ ἐνωμένο βιβλιοθήκη εἶπεν ὁ Μάρτς ὅτι ὁ Μάντερσον συνήθιζε νὰ ἐργάζεται ἐδῶ. Κανείς δὲν ἦρθε ἐδῶ πρὸ πολλοῦ. — Ἦταν ὁ μόνος ποὺ μπαινόβγαινε, ἀπάντησε ἡ κ. Μάντερσον. Ὁ Τρέντ κοίταξε γύρω του τὰ ράφια καὶ τὰ χαρτιά. Σὲ μιὰ γωνιὰ ὑπῆρχε ἕνα μικρὸ γραφεῖο, πάνω στὸ ὁποῖο βρισκόταν μιὰ φωτογραφία. «Θὰ ἤθελα νὰ δῶ καὶ τὰ ὑπόλοιπα δωμάτια», εἶπε τελικά. <box>221 1841 411 1985</box>
serial-col-1: —Τὸ ἐνωμένο βιβλιοθήκη εἶπεν ὁ Μάρτς ὅτι ὁ Μάντερσον συνήθιζε νὰ ἐργάζεται ἐδῶ. Κανείς δὲν ἦρθε ἐδῶ πρὸ πολλοῦ. — Ἦταν ὁ μόνος ποὺ μπαινόβγαινε, ἀπάντησε ἡ κ. Μάντερσον. Ὁ Τρέντ κοίταξε γύρω του τὰ ράφια καὶ τὰ χαρτιά. Σὲ μιὰ γωνιὰ ὑπῆρχε ἕνα μικρὸ γραφεῖο, πάνω στὸ ὁποῖο βρισκόταν μιὰ φωτογραφία. «Θὰ ἤθελα νὰ δῶ καὶ τὰ ὑπόλοιπα δωμάτια», εἶπε τελικά. <box>19 1730 208 1874</box>
thessaloniki-filler-5: ΑΝΑΡΙΘΜΗΤΟΥΣ φορὲς ἡ στήλη ἀσχολήθη μὲ τὸ μαρτυρικὸν ἔδαφος τῆς Μυτιλήνης, ἕνα ἀπὸ τὰ πλέον εὐαίσθητα γεωγραφικὰ σημεῖα τοῦ τόπου. Τὸ ὁποῖον πρέπει μὲ κάθε τρόπον νὰ προστατευθῇ, διότι ἡ καταστροφή του θὰ ἀποβῇ ὀλέθρια διὰ ὁλόκληρον τὴν περιοχήν. Ἡ στήλη ἐπανέρχεται σήμερα μὲ νέα στοιχεῖα, τὰ ὁποῖα ἐπιβεβαιώνουν τὰς ἀπόψεις της. <box>19 685 390 763</box>
poetry-line: γιατί εἶσαι χρῆμα πιὰ τῆς γῆς καὶ ἔκαψες τὸ δικό σου. <box>404 475 607 498</box>
crossword-cell[interactable] <box>776 988 797 1009</box>
painting-illustration <box>1204 418 1504 674</box>
serial-col-3: εἰς τὸν κλειστὸ θάλαμο. Κανείς δὲν ἔμαθε τίποτε. Ὁ Τρέντ γύρισε πρὸς τὸ παράθυρο καὶ κοίταξε τὸν κῆπο. Ὁ ἥλιος ἔδυε πίσω ἀπὸ τὰ δέντρα. «Πρέπει νὰ μιλήσω μὲ τὸν ὑπηρέτη», εἶπε. «Αὐτὸς θὰ ξέρει τί ἔγινε ἐκεῖνο τὸ βράδυ.» Ἡ κ. Μάντερσον ἔνευσε καὶ βγῆκε ἀπὸ τὸ δωμάτιο. <box>423 1718 612 1823</box>
crossword-cell[interactable] <box>671 1093 692 1114</box>
crossword-across-clue: 4. Ἀρχικὰ ὀνόματος — Χωρίον τῆς Μακεδονίας. <box>628 1166 848 1178</box>
crossword-cell[interactable] <box>671 926 692 947</box>
lecture-name: ΤΟΥ κ. ΣΤ. ΣΟΡΜΠΑΛΑ <box>1353 1306 1473 1318</box>
crossword-solution: Ὁριζοντίως: 1) ΚΑΤΑΡΑ — 2) ΠΕΡΑΙΩΣΙΣ — 3) ΑΡΧΕΣ — ΑΠΟ 4) ΡΑΤΣΑ — ΟΡΟ 5) ΑΣΙΝΗ — ΣΟΝ 6) ΑΝΑΠΤΥΞΗ — 7) ΑΓΚΙΑΛΙ 21 ΑΚΡ 8) ΑΡΩΝΑ — ΟΣΤΡΑ 9) ΡΑΝΙΑ — ΑΝΙΑ <box>628 1254 1017 1290</box>
crossword-cell[interactable] <box>734 1093 755 1114</box>
pharmacy-item: Χ. Παπαδόπουλος, Τσιμισκῆ 73 <box>404 995 557 1006</box>
thessaloniki-filler-6: ΤΗΣ κατωτέρω ἐντύπωσις ἐκδηλώθηκε ἀπὸ ἐπιστολὴν τοῦ γνωστοῦ ἱστορικοῦ, ἡ ὁποία ἐπισημαίνει τὴν σημασίαν τῶν παλαιῶν οἰκισμῶν καὶ τὴν ἀνάγκην διασώσεώς των. Περὶ τὰ 1000 χρόνια ἔχουν περάσει ἀπὸ τὴν ἐποχήν κατὰ τὴν ὁποίαν ἐκτίσθησαν τὰ πρῶτα κτίσματα τῆς περιοχῆς. <box>19 769 390 833</box>
problem-header: ΤΟ ΠΡΟΒΛΗΜΑ <box>404 793 613 815</box>
crossword-black-cell <box>734 1051 755 1072</box>
masthead-publisher: Ἐκδότης Ι. ΒΕΛΛΙΔΗΣ <box>455 137 563 147</box>
crossword-cell[interactable] <box>630 926 651 947</box>
arts-sub-13: Στὴν Κατερίνη <box>1203 1488 1286 1499</box>
article-body-5b: Ἔτσι, τὸ 1853 ὁ διαγωνισμὸς ἐπανελήφθη μὲ νέους ὅρους καὶ μεγαλύτερη συμμετοχή. Μεταξὺ τῶν διακριθέντων ἦταν ὁ Ἀλέξανδρος Σοῦτσος καὶ ὁ Ἀχιλλεὺς Παράσχος, οἱ ὁποῖοι ἀργότερα ἔγιναν ἀπὸ τοὺς πιὸ γνωστοὺς ποιητὲς τῆς ἐποχῆς. <box>828 692 1018 783</box>
poetry-line: Καὶ τώρα, καθὼς ἄλλοτε, δὲ θὰ εἶσαι ἡ σελήνη. <box>404 502 594 525</box>
cinema-item: ΡΕΞ τηλ. 237-090: «Ὁ Γερμανός τῶν Πετρῶν». <box>1027 1008 1176 1031</box>
article-body-4: Ὅμως ὁ κρίσις τῶν ποιημάτων ἐπρόκειτο νὰ ἐγείρῃ μεγάλες συζητήσεις. Οἱ ὑποστηρικτὲς τῆς καθαρευούσης καὶ τῆς δημοτικῆς συγκρούστηκαν, καὶ ὁ διαγωνισμὸς ἔγινε ἀφορμὴ γιὰ σημαντικὲς πνευματικὲς ἀναζητήσεις. <box>828 330 1018 421</box>
crossword-cell[interactable] <box>692 947 713 967</box>
lecture-name: ΤΟΥ κ. Ι. ΒΟΥΛΓΑΡΗ <box>1353 1100 1461 1111</box>
serial-col-5c: —Ἀκριβῶς, εἶπε ὁ Τρέντ. Ὅλα τὰ πράγματα εἶναι στὴ θέση τους. Αὐτὸ εἶναι τὸ περίεργο. Ὁ ἄνθρωπος ποὺ ἔφυγε βιαστικὰ ἀπὸ τὸ σπίτι δὲν θὰ εἶχε τὸν καιρὸ νὰ τακτοποιήσῃ τίποτε. Κι ὅμως, τὸ δωμάτιο μοιάζει σὰν νὰ μὴν πέρασε κανεὶς ἀπὸ ἐδῶ ἐδῶ καὶ μέρες. Ὁ Μάρτς τὸν κοίταξε μὲ ἀπορία. <box>625 1820 1019 1871</box>
cinema-b-item: ΑΝΕΤΟΝ τηλ. 852-936: «Χαμόγελα στὸν πόνο». <box>1027 1166 1190 1189</box>
anecdote-title: ΧΡΗΣΙΜΟΤΗΣ <box>470 626 548 638</box>
arts-sub-6: Ἀπὸ μαθητές <box>1203 941 1273 952</box>
cinema-b-item: ΕΛΠΙΣ τηλ. 212-360: «Βίαιη νύχτα». <box>1027 1307 1157 1330</box>
serial-tomorrow: ΑΥΡΙΟΝ: Η συνέχεια. <box>625 1878 736 1889</box>
final-lecture-text: Ἀπόψε, στὶς 8 μ.μ., στὴν αἴθουσα τοῦ Πανεπιστημίου, ὁ καθηγητὴς κ. Παντάζόπουλος θὰ μιλήσει μὲ θέμα «Ἡ Ἑλλάδα στὸ 19ο αἰώνα». <box>1353 1486 1503 1546</box>
problem-solution-label: Η ΛΥΣΗ ΤΟΥ ΠΡΟΗΓΟΥΜΕΝΟΥ <box>404 889 564 901</box>
cinema-item: ΒΑΚΟΥΡΑ τηλ. 233-560: «Ὁ φόνος». <box>1027 644 1194 655</box>
cinema-item: ΜΑΡΙΑΝΝΑ τηλ. 819-535: «Ὁ σὲ ἔκαμες κόρη». <box>1027 890 1177 914</box>
crossword-cell[interactable] <box>755 1030 776 1051</box>
crossword-cell[interactable] <box>755 1072 776 1093</box>
problem-solution: Δώδεκα μέτρα. <box>473 902 545 913</box>
crossword-column-number: 6 <box>740 913 746 924</box>
arts-text-3: Τὸ πνευματικὸ κέντρο τοῦ Δήμου διοργανώνει σειρὰ ἐκδηλώσεων μὲ θέμα τὴν ἱστορία τοῦ θεάτρου στὴ Μακεδονία. <box>1353 347 1503 407</box>
thessaloniki-filler-4: Καὶ πρῶτα, τρεῖα ἐξ αὐτῶν. Λέγει ὁ συντάκτης τῆς ἐκθέσεως ὅτι ὁ τόπος χρειάζεται μέτρα ἄμεσα καὶ ἀποτελεσματικά, διότι ἡ διάβρωσις τοῦ ἐδάφους προχωρεῖ μὲ ταχὺν ρυθμὸν καὶ αἱ καλλιέργειαι ἐγκαταλείπονται. <box>19 556 390 608</box>
lecture-text: Αὔριο, 7.30 μ.μ., στὴν αἴθουσα τοῦ συλλόγου τῶν ἀποφοίτων, ὁ κ. Σορμπάλας θὰ ὁμιλήσει γιὰ τὴν ἐθνεγερσία. <box>1353 1318 1503 1365</box>
serial-col-3c: —Τὸ ἐνωμένο βιβλιοθήκη εἶπεν ὁ Μάρτς ὅτι ὁ Μάντερσον συνήθιζε νὰ ἐργάζεται ἐδῶ. Κανείς δὲν ἦρθε ἐδῶ πρὸ πολλοῦ. — Ἦταν ὁ μόνος ποὺ μπαινόβγαινε, ἀπάντησε ἡ κ. Μάντερσον. Ὁ Τρέντ κοίταξε γύρω του τὰ ράφια καὶ τὰ χαρτιά. Σὲ μιὰ γωνιὰ ὑπῆρχε ἕνα μικρὸ γραφεῖο, πάνω στὸ ὁποῖο βρισκόταν μιὰ φωτογραφία. «Θὰ ἤθελα νὰ δῶ καὶ τὰ ὑπόλοιπα δωμάτια», εἶπε τελικά. <box>423 1899 612 2042</box>
pharmacy-list <box>404 957 613 1093</box>
crossword-cell[interactable] <box>692 967 713 988</box>
serial-chapter: 12ον <box>101 1719 126 1729</box>
crossword-cell[interactable] <box>651 967 671 988</box>
cinema-b-item: ΘΕΑΤΡΟΝ τηλ. 213-100: «Ἡ νύχτα τῶν ζωντανῶν νεκρῶν». <box>1027 1354 1189 1377</box>
date-box <box>1027 117 1194 178</box>
cinema-b-item: ΑΡΙΣΤΟΝ τηλ. 834-310: «Ἡ ὥρα τῆς ἐκδικήσεως». <box>1027 1190 1176 1213</box>
thessaloniki-para-1: ΑΝΑΡΙΘΜΗΤΟΥΣ φορὲς ἡ στήλη ἀσχολήθη μὲ τὸ μαρτυρικὸν ἔδαφος τῆς Μυτιλήνης, ἕνα ἀπὸ τὰ πλέον εὐαίσθητα γεωγραφικὰ σημεῖα τοῦ τόπου. Τὸ ὁποῖον πρέπει μὲ κάθε τρόπον νὰ προστατευθῇ, διότι ἡ καταστροφή του θὰ ἀποβῇ ὀλέθρια διὰ ὁλόκληρον τὴν περιοχήν. Ἡ στήλη ἐπανέρχεται σήμερα μὲ νέα στοιχεῖα, τὰ ὁποῖα ἐπιβεβαιώνουν τὰς ἀπόψεις της. <box>19 119 390 197</box>
crossword-cell[interactable] <box>630 1009 651 1030</box>
arts-sub-3: Τοῦ πνευματικοῦ <box>1353 336 1448 347</box>
thessaloniki-filler-1: ΑΝΑΡΙΘΜΗΤΟΥΣ φορὲς ἡ στήλη ἀσχολήθη μὲ τὸ μαρτυρικὸν ἔδαφος τῆς Μυτιλήνης, ἕνα ἀπὸ τὰ πλέον εὐαίσθητα γεωγραφικὰ σημεῖα τοῦ τόπου. Τὸ ὁποῖον πρέπει μὲ κάθε τρόπον νὰ προστατευθῇ, διότι ἡ καταστροφή του θὰ ἀποβῇ ὀλέθρια διὰ ὁλόκληρον τὴν περιοχήν. Ἡ στήλη ἐπανέρχεται σήμερα μὲ νέα στοιχεῖα, τὰ ὁποῖα ἐπιβεβαιώνουν τὰς ἀπόψεις της. <box>19 261 390 339</box>
cinema-b-item: ΤΡΙΑΝΟΝ τηλ. 411-310: «Ἐσθήρ καὶ ὁ βασιλεύς». <box>1027 1507 1176 1530</box>
cinema-item: ΕΓΝΑΤΙΑ τηλ. 225-172: «Σκιλίσια ἄγρια νύχτα». <box>1027 679 1185 702</box>
cinema-b-item: ΚΡΟΝΟΣ τηλ. 277-148: «Ἡ Ἀνάκριση». <box>1027 1377 1153 1400</box>
serial-col-1c: εἰς τὸν κλειστὸ θάλαμο. Κανείς δὲν ἔμαθε τίποτε. Ὁ Τρέντ γύρισε πρὸς τὸ παράθυρο καὶ κοίταξε τὸν κῆπο. Ὁ ἥλιος ἔδυε πίσω ἀπὸ τὰ δέντρα. «Πρέπει νὰ μιλήσω μὲ τὸν ὑπηρέτη», εἶπε. «Αὐτὸς θὰ ξέρει τί ἔγινε ἐκεῖνο τὸ βράδυ.» Ἡ κ. Μάντερσον ἔνευσε καὶ βγῆκε ἀπὸ τὸ δωμάτιο. <box>19 2003 208 2108</box>
arts-text-2: Ἡ Ἀθηνᾶ καὶ τὸ Χρυσὸ δεύτερο μέρος εἶναι ἔργα ποὺ ἀνεβαίνουν στὸ Κρατικὸ Θέατρο γιὰ τὴ νεολαία, σὲ παραστάσεις κάθε Σάββατο. <box>1353 271 1503 330</box>
serial-col-5b: ὁ Τρέντ δὲν τὸ ξεχνοῦσε. Ὁ ὑπηρέτης ἦρθε ἀμέσως καὶ στάθηκε μπροστά του. «Μπορεῖτε νὰ μοῦ πεῖτε τί ἔκανε ὁ κ. Μάντερσον τὴν τελευταία βραδιά;» ρώτησε ὁ Τρέντ. Ὁ ὑπηρέτης ἔμεινε σιωπηλὸς γιὰ λίγο καὶ ὕστερα ἄρχισε νὰ διηγεῖται ὅσα θυμόταν. <box>625 1762 1019 1814</box>
thessaloniki-para-5: ΑΡΙΘΜΟΣ τῶν παιδιῶν 4–16 ἐτῶν τῶν 6.500.000 μεταναστῶν ποὺ ζοῦν εἰς τὴν Δυτικὴν Εὐρώπην, ἀνέρχεται εἰς 1.500.000. Ἡ μόρφωσίς των ἀποτελεῖ σοβαρὸν πρόβλημα διὰ τὰς χώρας ὑποδοχῆς, αἱ ὁποῖαι ἀναζητοῦν λύσεις. <box>19 852 390 905</box>
article-body-5: Ἔτσι, τὸ 1853 ὁ διαγωνισμὸς ἐπανελήφθη μὲ νέους ὅρους καὶ μεγαλύτερη συμμετοχή. Μεταξὺ τῶν διακριθέντων ἦταν ὁ Ἀλέξανδρος Σοῦτσος καὶ ὁ Ἀχιλλεὺς Παράσχος, οἱ ὁποῖοι ἀργότερα ἔγιναν ἀπὸ τοὺς πιὸ γνωστοὺς ποιητὲς τῆς ἐποχῆς. <box>828 427 1018 518</box>
crossword-cell[interactable] <box>713 1072 734 1093</box>
cinema-item: ΛΑΟΥΡΑ τηλ. 251-863: «Γυναῖκες στὸ κρεβάτι». <box>1027 868 1183 890</box>
theater-item: ΧΑΤΖΟΚΟΥ τηλ. 222-922 («Ἐλεύθερη Λαϊκὴ Σκηνή»): Τὸ ἔργο τοῦ Γρηγόρη Μάρ «Ἂν φύγω δὲ θὰ γυρίσω». <box>1027 400 1193 446</box>
cinema-item: ΦΑΡΓΚΑΝ τηλ. 271-596: «Ἡ βόμβα τῆς κόλασης». <box>1027 1031 1189 1055</box>
serial-title-box <box>19 1534 609 1685</box>
crossword-number-row <box>628 914 820 924</box>
cinema-item: ΕΛΛΑΣ τηλ. 426-871: «Ἡ μαφία τοῦ Μιλάνου». <box>1027 703 1193 726</box>
crossword-down-label: ΚΑΘΕΤΩΣ: <box>829 914 884 926</box>
crossword-cell[interactable] <box>734 947 755 967</box>
crossword-column-number: 8 <box>782 913 787 924</box>
article-headline: Ποιητικοὶ διαγωνισμοὶ <box>676 140 969 235</box>
cinema-item: ΜΙΣΤΡΑΛ τηλ. 824-244: «Ἐρωτοτροπίες». <box>1027 914 1137 937</box>
pharmacy-item: Ε. Γεωργιάδου, Εὐζώνων 18 <box>404 1020 542 1031</box>
pharmacies-header: ΤΑ ΦΑΡΜΑΚΕΙΑ <box>404 919 613 941</box>
masthead-founder: Ἱδρυτὴς Κ. ΒΕΛΛΙΔΗΣ <box>455 84 563 94</box>
crossword-cell[interactable] <box>651 926 671 947</box>
crossword-cell[interactable] <box>630 1030 651 1051</box>
crossword-cell[interactable] <box>630 967 651 988</box>
crossword-cell[interactable] <box>630 988 651 1009</box>
article-body-2: Ὁ πλοῦτος αὐτὸς ἀφιερώθηκε στὴ μελέτη καὶ τὴν ἀνάπτυξη τῆς ἑλληνικῆς γλώσσας καὶ ποιήσεως. Ὁ πρῶτος διαγωνισμὸς διεξήχθη τὸ 1851, ὑπὸ τὴν ἐποπτεία τοῦ Πανεπιστημίου Ἀθηνῶν, καὶ ἀναδείχθηκαν ποιητὲς ποὺ ἔμειναν στὴν ἱστορία τῶν γραμμάτων. <box>628 440 817 545</box>
pharmacy-item: Μ. Καλαφάτης, Ὀλύμπου 99 <box>404 1057 540 1068</box>
crossword-cell[interactable] <box>797 1009 818 1030</box>
arts-sub-1: Κρατικὸ θέατρο <box>1203 191 1292 202</box>
cinema-item: ΕΛΥΣΙΑ τηλ. 218-440: «Κούνια ἀπὸ βράχο». <box>1027 727 1190 750</box>
date-moon: ΣΕΛΗΝΗ 22 ΗΜΕΡΩΝ <box>1055 182 1166 192</box>
lecture-name: ΤΗΣ κ. ΕΥΦΗΜΙΑΣ ΤΣΑΚΜΗΣ <box>1353 1024 1503 1035</box>
masthead-ownership: ΙΔΙΟΚΤΗΣΙΑ Ι. ΒΕΛΛΙΔΗΣ – Δημοσιογραφικοὶ Ὀργανισμοὶ Βορ. Ἑλλάδος Α.Ε. <box>424 96 593 131</box>
philosophy-text: Ὁ φιλόσοφος ἔλεγε: «Οἱ ἐνάρετες γυναῖκες εἶναι σὰν τὰ καλὰ βιβλία — ὅλοι τὰ ἐπαινοῦν, λίγοι τὰ διαβάζουν.» <box>404 748 613 787</box>
crossword-cell[interactable] <box>734 967 755 988</box>
cinema-b-item: ΕΣΤΙΑ τηλ. 417-181: «Ἡ βασίλισσα τοῦ χορού». <box>1027 1331 1191 1354</box>
masthead-manager: Διευθυντὴς τυπογραφείου Γ. ΓΙΑΝΝΟΥΤΣΟΣ <box>439 162 578 185</box>
crossword-cell[interactable] <box>776 1030 797 1051</box>
lecture-text: Αὔριο, στὶς 8 μ.μ., στὴν αἴθουσα τοῦ Πανεπιστημίου, ὁ κ. Σεφέντζης θὰ μιλήσει μὲ θέμα «Ἡ παιδεία στὴν Τουρκοκρατία». <box>1353 1176 1503 1236</box>
serial-col-2: —Ἀκριβῶς, εἶπε ὁ Τρέντ. Ὅλα τὰ πράγματα εἶναι στὴ θέση τους. Αὐτὸ εἶναι τὸ περίεργο. Ὁ ἄνθρωπος ποὺ ἔφυγε βιαστικὰ ἀπὸ τὸ σπίτι δὲν θὰ εἶχε τὸν καιρὸ νὰ τακτοποιήσῃ τίποτε. Κι ὅμως, τὸ δωμάτιο μοιάζει σὰν νὰ μὴν πέρασε κανεὶς ἀπὸ ἐδῶ ἐδῶ καὶ μέρες. Ὁ Μάρτς τὸν κοίταξε μὲ ἀπορία. <box>221 1718 411 1835</box>
cinema-item: ΑΘΗΝΑ τηλ. 830-166: «Σφαίρα ἐναντίον πειρατῶν». <box>1027 527 1172 550</box>
poetry-line: τοῦ μυστήριου πιὰ δὲ φορᾷς τὴν νυχτερινὴ στολή <box>404 447 612 470</box>
crossword-cell[interactable] <box>797 1093 818 1114</box>
